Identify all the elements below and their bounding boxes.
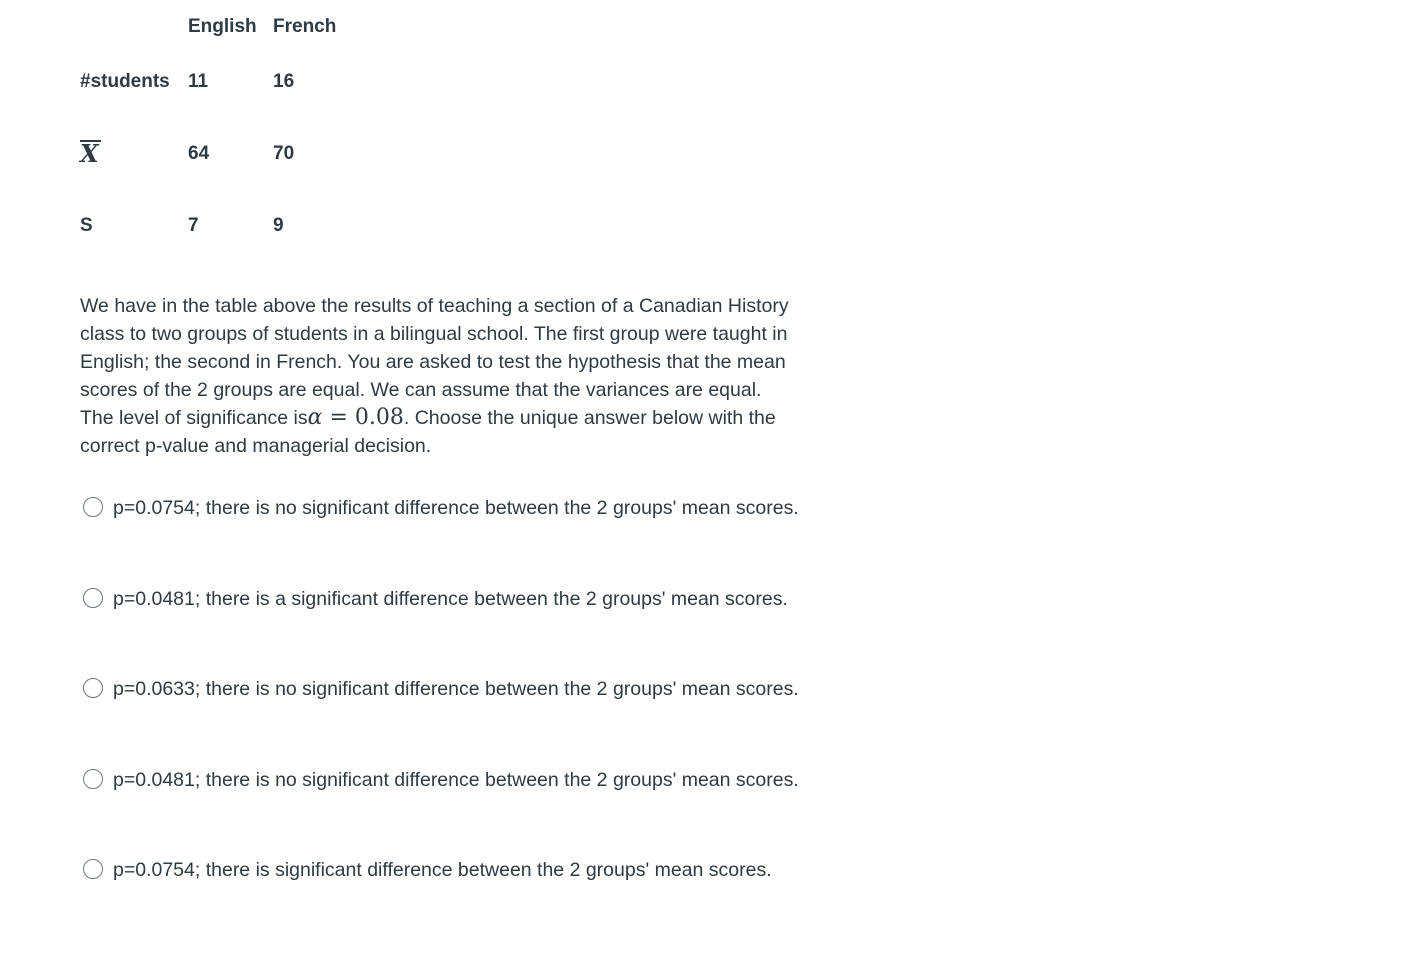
alpha-symbol: α: [307, 405, 323, 430]
answer-option[interactable]: [80, 856, 800, 947]
answer-option[interactable]: [80, 766, 800, 857]
row-label-sd: S: [80, 215, 93, 236]
table-header-french: French: [273, 16, 337, 37]
answer-label: p=0.0754; there is no significant difference between the 2 groups' mean scores.: [113, 497, 799, 519]
cell-english-students: 11: [188, 71, 209, 92]
data-table: [72, 8, 373, 262]
table-row: [72, 46, 373, 118]
x-bar-symbol: X: [80, 139, 99, 168]
cell-english-mean: 64: [188, 143, 210, 164]
radio-button[interactable]: [83, 678, 103, 698]
row-label-students: #students: [80, 71, 170, 92]
table-row: [72, 118, 373, 190]
cell-english-sd: 7: [188, 215, 199, 236]
table-header-row: [72, 8, 373, 46]
table-row: [72, 190, 373, 262]
question-text-before: We have in the table above the results of teaching a section of a Canadian History class to two groups of students in a bilingual school. The first group were taught in English; the second in French. You are asked to test the hypothesis that the mean scores of the 2 groups are equal. We can assume that the variances are equal. The level of significance is: [80, 295, 789, 429]
answer-label: p=0.0481; there is a significant difference between the 2 groups' mean scores.: [113, 587, 788, 610]
answer-label: p=0.0481; there is no significant difference between the 2 groups' mean scores.: [113, 768, 799, 791]
table-header-empty: [72, 8, 188, 46]
alpha-expression: [308, 405, 404, 430]
question-text: [80, 292, 800, 460]
answer-option[interactable]: [80, 675, 800, 766]
answer-options: [80, 494, 800, 947]
cell-french-mean: 70: [273, 143, 295, 164]
answer-option[interactable]: [80, 494, 800, 585]
alpha-equals: =: [322, 405, 355, 430]
question-text-after: . Choose the unique answer below with the correct p-value and managerial decision.: [80, 407, 776, 457]
answer-option[interactable]: [80, 585, 800, 676]
alpha-value: 0.08: [354, 405, 404, 430]
answer-label: p=0.0754; there is significant difference between the 2 groups' mean scores.: [113, 859, 772, 881]
radio-button[interactable]: [83, 769, 103, 789]
table-header-english: English: [188, 16, 257, 37]
radio-button[interactable]: [83, 588, 103, 608]
answer-label: p=0.0633; there is no significant difference between the 2 groups' mean scores.: [113, 678, 799, 700]
radio-button[interactable]: [83, 497, 103, 517]
cell-french-students: 16: [273, 71, 295, 92]
radio-button[interactable]: [83, 859, 103, 879]
cell-french-sd: 9: [273, 215, 284, 236]
row-label-mean: [72, 118, 188, 190]
